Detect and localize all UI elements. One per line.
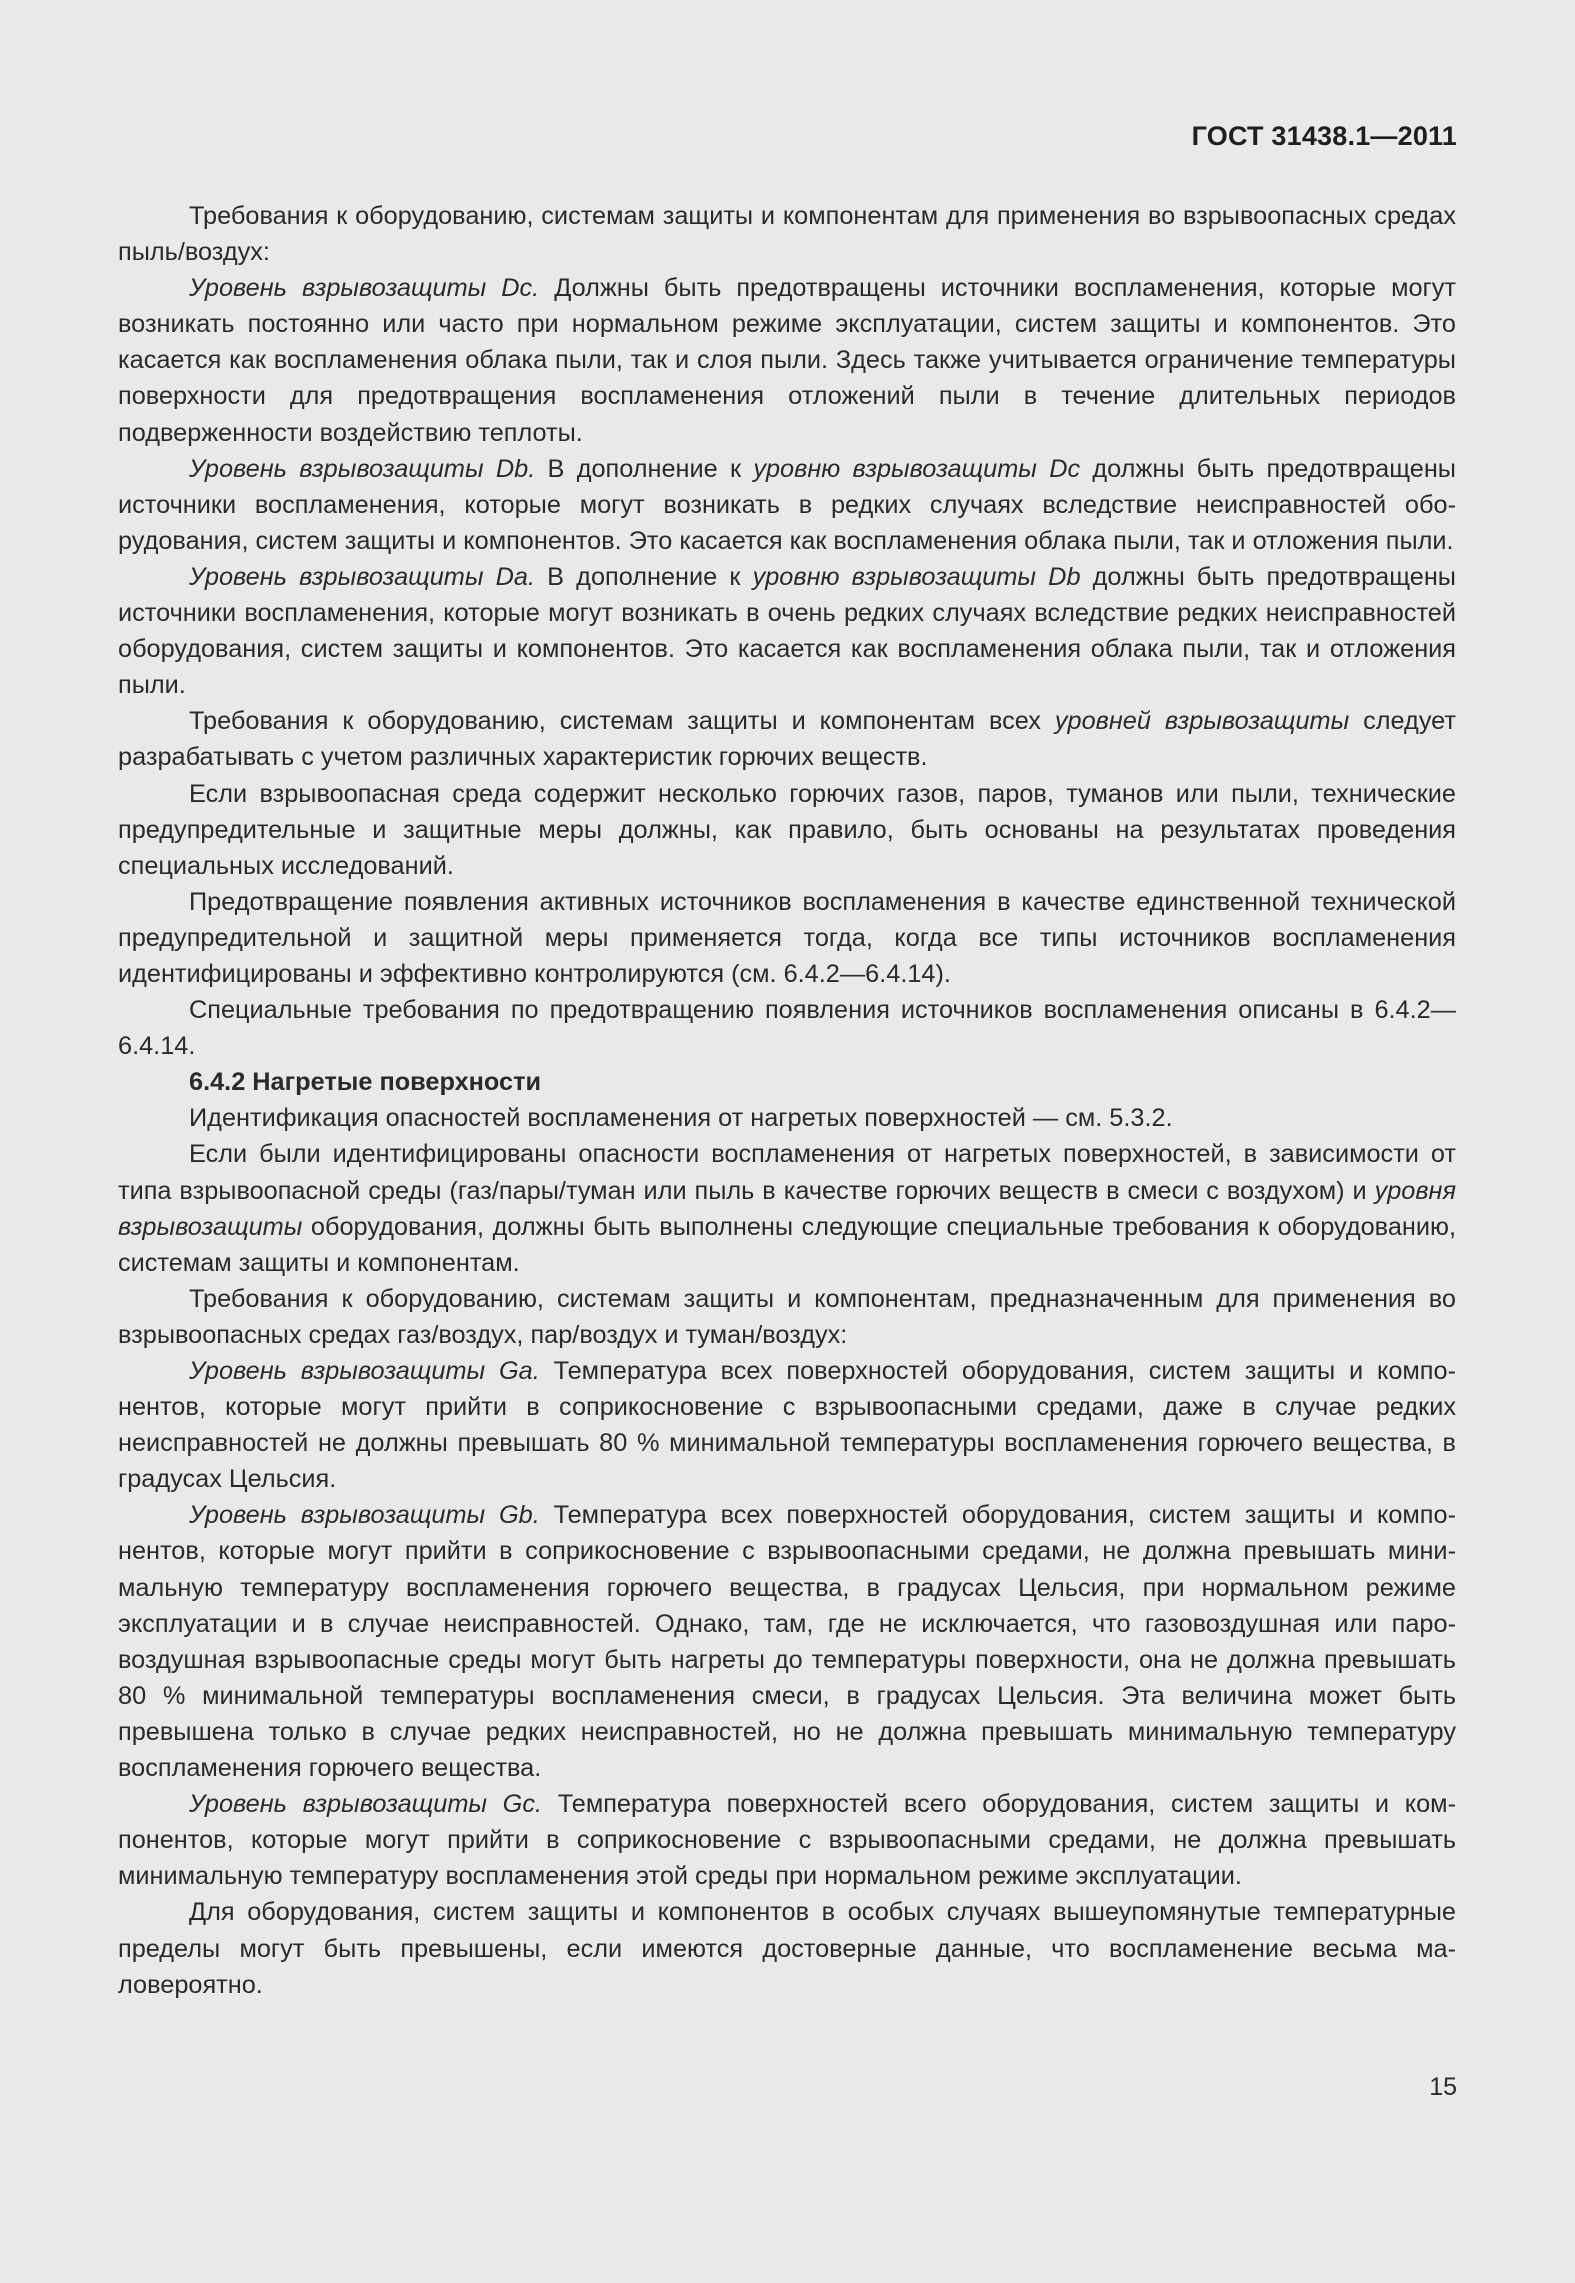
text-run: оборудования, должны быть выполнены следующие специальные требования к оборудованию, системам защиты и компонентам. <box>118 1212 1456 1277</box>
text-run: Если были идентифицированы опасности воспламенения от нагретых поверхностей, в зависимости от типа взрывоопасной среды (газ/пары/туман или пыль в качестве горючих веществ в смеси с воздухом) и <box>118 1140 1456 1205</box>
text-run: следует разрабатывать с учетом различных характеристик горючих веществ. <box>118 707 1456 772</box>
body-paragraph <box>118 703 1456 775</box>
document-code-header: ГОСТ 31438.1—2011 <box>1191 121 1457 151</box>
text-run: Специальные требования по предотвращению появления источников воспламенения описаны в 6.4.2—6.4.14. <box>118 996 1456 1061</box>
text-run: Температура всех поверхностей оборудования, систем защиты и компонентов, которые могут прийти в соприкосновение с взрывоопасными средами, не должна превышать минимальную температуру воспламенения горючего вещества, в градусах Цельсия, при нормальном режиме эксплуатации и в случае неисправностей. Однако, там, где не исключается, что газовоздушная или паровоздушная взрывоопасные среды могут быть нагреты до температуры поверхности, она не должна превышать 80 % минимальной температуры воспламенения смеси, в градусах Цельсия. Эта величина может быть превышена только в случае редких неисправностей, но не должна превышать минимальную температуру воспламенения горючего вещества. <box>118 1501 1456 1783</box>
body-paragraph <box>118 1894 1456 2002</box>
italic-term: Уровень взрывозащиты Ga. <box>189 1357 540 1385</box>
text-run: Идентификация опасностей воспламенения от нагретых поверхностей — см. 5.3.2. <box>189 1104 1173 1133</box>
italic-term: уровню взрывозащиты Db <box>752 562 1081 591</box>
body-paragraph <box>118 1497 1456 1786</box>
text-run: 6.4.2 Нагретые поверхности <box>189 1068 542 1097</box>
italic-term: уровню взрывозащиты Dc <box>753 454 1081 483</box>
body-paragraph <box>118 559 1456 703</box>
body-paragraph <box>118 1281 1456 1353</box>
italic-term: уровней взрывозащиты <box>1054 707 1350 736</box>
text-run: Если взрывоопасная среда содержит несколько горючих газов, паров, туманов или пыли, технические предупредительные и защитные меры должны, как правило, быть основаны на результатах проведения специальных исследований. <box>118 779 1456 880</box>
italic-term: Уровень взрывозащиты Gb. <box>189 1501 540 1530</box>
body-paragraph <box>118 270 1456 450</box>
body-paragraph <box>118 451 1456 559</box>
text-run: должны быть предотвращены источники воспламенения, которые могут возникать в очень редких случаях вследствие редких неисправностей оборудования, систем защиты и компонентов. Это касается как воспламенения облака пыли, так и отложения пыли. <box>118 562 1456 700</box>
italic-term: Уровень взрывозащиты Gc. <box>189 1790 543 1819</box>
section-heading <box>118 1064 1456 1100</box>
body-paragraph <box>118 1136 1456 1280</box>
text-run: Для оборудования, систем защиты и компонентов в особых случаях вышеупомянутые температурные пределы могут быть превышены, если имеются достоверные данные, что воспламенение весьма маловероятно. <box>118 1898 1456 1999</box>
text-run: Температура всех поверхностей оборудования, систем защиты и компонентов, которые могут прийти в соприкосновение с взрывоопасными средами, даже в случае редких неисправностей не должны превышать 80 % минимальной температуры воспламенения горючего вещества, в градусах Цельсия. <box>118 1357 1456 1494</box>
document-body <box>118 198 1456 2003</box>
text-run: Требования к оборудованию, системам защиты и компонентам всех <box>189 707 1055 736</box>
text-run: В дополнение к <box>535 454 754 483</box>
body-paragraph <box>118 1353 1456 1497</box>
italic-term: уровня взрывозащиты <box>118 1176 1456 1241</box>
text-run: Требования к оборудованию, системам защиты и компонентам, предназначенным для применения во взрывоопасных средах газ/воздух, пар/воздух и туман/воздух: <box>118 1284 1456 1349</box>
body-paragraph <box>118 1786 1456 1894</box>
text-run: должны быть предотвращены источники воспламенения, которые могут возникать в редких случаях вследствие неисправностей оборудования, систем защиты и компонентов. Это касается как воспламенения облака пыли, так и отложения пыли. <box>118 454 1456 555</box>
italic-term: Уровень взрывозащиты Db. <box>189 454 536 483</box>
text-run: Требования к оборудованию, системам защиты и компонентам для применения во взрывоопасных средах пыль/воздух: <box>118 202 1456 267</box>
italic-term: Уровень взрывозащиты Dc. <box>189 274 540 303</box>
body-paragraph <box>118 776 1456 884</box>
page-number: 15 <box>1429 2073 1457 2101</box>
italic-term: Уровень взрывозащиты Da. <box>189 562 535 591</box>
body-paragraph <box>118 992 1456 1064</box>
text-run: Температура поверхностей всего оборудования, систем защиты и компонентов, которые могут прийти в соприкосновение с взрывоопасными средами, не должна превышать минимальную температуру воспламенения этой среды при нормальном режиме эксплуатации. <box>118 1790 1457 1891</box>
text-run: Должны быть предотвращены источники воспламенения, которые могут возникать постоянно или часто при нормальном режиме эксплуатации, систем защиты и компонентов. Это касается как воспламенения облака пыли, так и слоя пыли. Здесь также учитывается ограничение температуры поверхности для предотвращения воспламенения отложений пыли в течение длительных периодов подверженности воздействию теплоты. <box>118 274 1456 447</box>
body-paragraph <box>118 198 1456 270</box>
body-paragraph <box>118 1100 1456 1136</box>
body-paragraph <box>118 884 1456 992</box>
text-run: Предотвращение появления активных источников воспламенения в качестве единственной технической предупредительной и защитной меры применяется тогда, когда все типы источников воспламенения идентифицированы и эффективно контролируются (см. 6.4.2—6.4.14). <box>118 887 1456 988</box>
text-run: В дополнение к <box>535 562 753 591</box>
